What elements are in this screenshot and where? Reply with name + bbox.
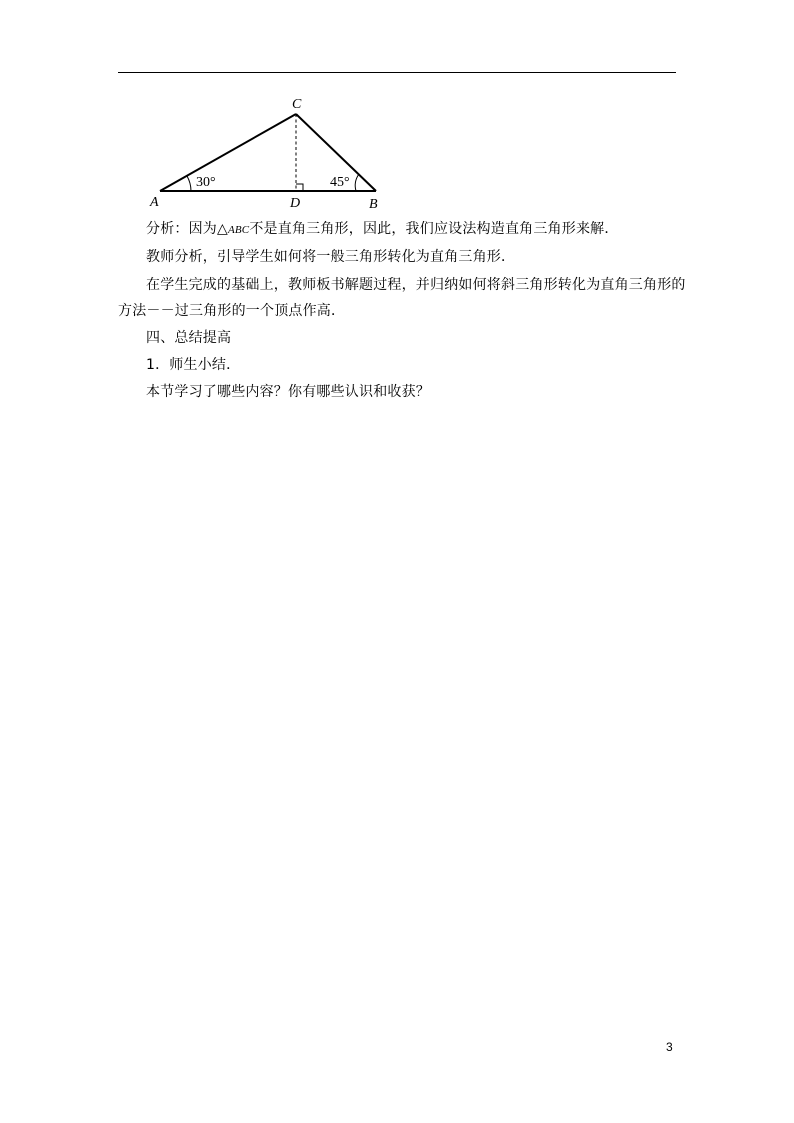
list-item-1: 1．师生小结． [146,357,241,373]
vertex-c-label: C [292,97,302,112]
section-heading: 四、总结提高 [146,330,232,346]
analysis-prefix: 分析：因为△ [146,221,228,237]
angle-arc-b [355,174,359,191]
header-rule [118,72,676,73]
analysis-paragraph [118,217,678,242]
angle-b-label: 45° [330,175,350,190]
triangle-diagram [140,92,400,214]
board-paragraph-line2: 方法－－过三角形的一个顶点作高． [118,303,346,319]
question-paragraph: 本节学习了哪些内容？你有哪些认识和收获？ [146,384,430,400]
side-ac [160,114,296,191]
angle-a-label: 30° [196,175,216,190]
triangle-name: ABC [227,224,250,236]
board-paragraph-line1: 在学生完成的基础上，教师板书解题过程，并归纳如何将斜三角形转化为直角三角形的 [146,277,686,293]
right-angle-marker [296,184,303,191]
vertex-a-label: A [150,195,159,210]
page-number: 3 [666,1040,673,1054]
angle-arc-a [187,176,191,191]
vertex-d-label: D [290,196,301,211]
teacher-analysis-paragraph: 教师分析，引导学生如何将一般三角形转化为直角三角形． [146,249,516,265]
triangle-figure [140,92,400,214]
vertex-b-label: B [369,197,378,212]
analysis-suffix: 不是直角三角形，因此，我们应设法构造直角三角形来解． [249,221,619,237]
